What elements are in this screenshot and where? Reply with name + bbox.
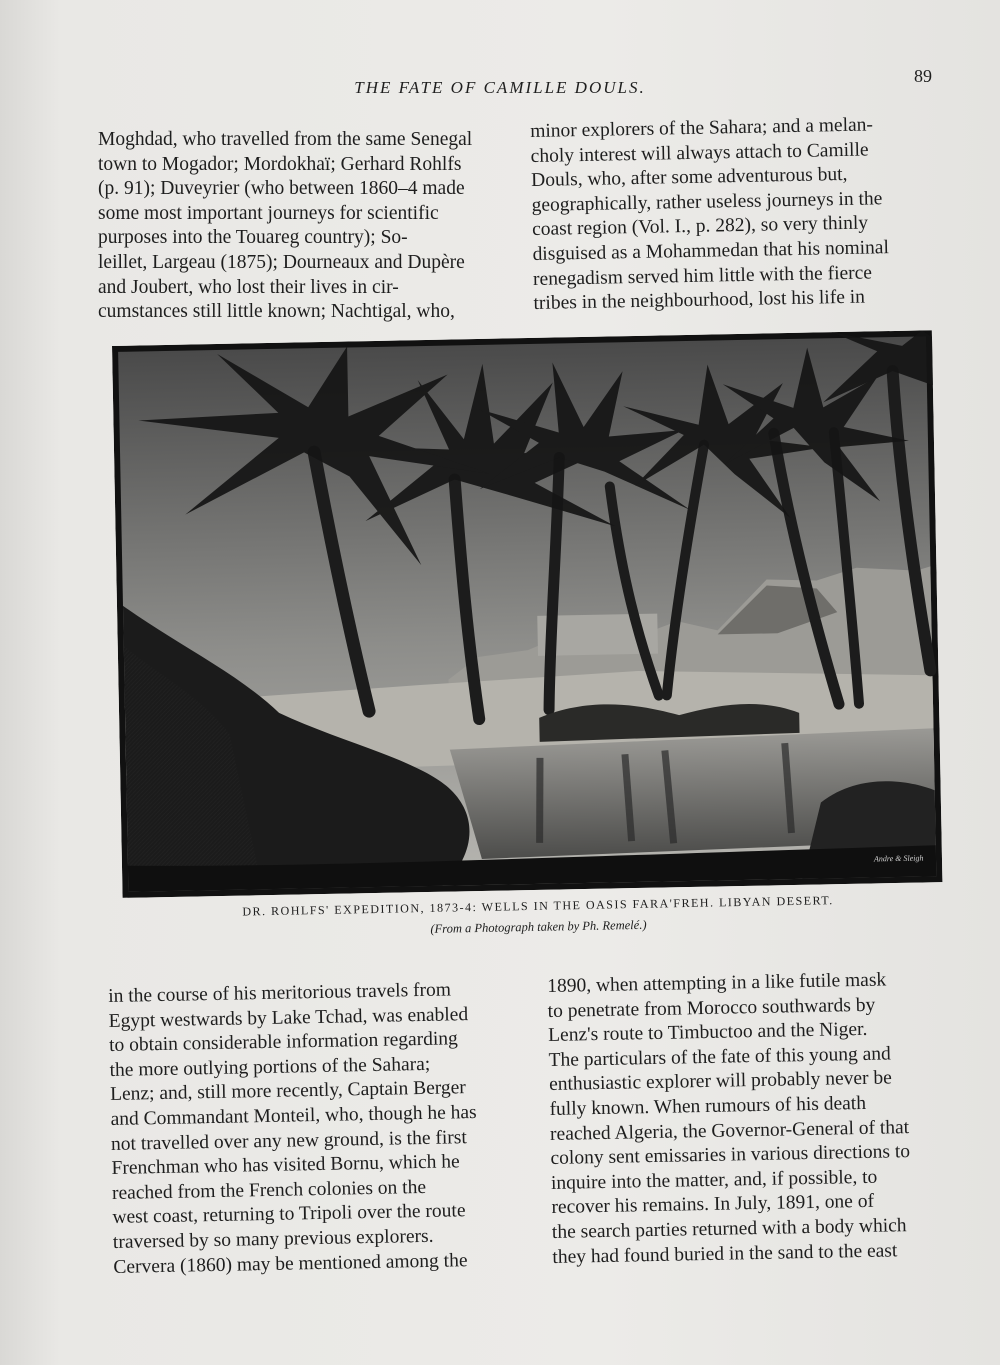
- text-line: the more outlying portions of the Sahara;: [109, 1053, 431, 1081]
- text-line: in the course of his meritorious travels from: [108, 979, 452, 1007]
- text-line: traversed by so many previous explorers.: [112, 1225, 434, 1253]
- column-top-right: [530, 112, 946, 317]
- engraving-image: [112, 330, 942, 898]
- text-line: west coast, returning to Tripoli over the route: [112, 1200, 466, 1229]
- text-line: fully known. When rumours of his death: [549, 1092, 867, 1120]
- text-line: leillet, Largeau (1875); Dourneaux and Dupère: [98, 251, 465, 273]
- text-line: choly interest will always attach to Camille: [530, 139, 869, 167]
- caption-title: DR. ROHLFS' EXPEDITION, 1873-4: WELLS IN THE OASIS FARA'FREH. LIBYAN DESERT.: [242, 893, 834, 919]
- text-line: enthusiastic explorer will probably never be: [548, 1067, 893, 1096]
- text-line: geographically, rather useless journeys in the: [531, 188, 883, 216]
- text-line: recover his remains. In July, 1891, one of: [551, 1191, 875, 1219]
- text-line: and Commandant Monteil, who, though he has: [110, 1101, 477, 1130]
- text-line: (p. 91); Duveyrier (who between 1860–4 made: [98, 178, 465, 200]
- text-line: Douls, who, after some adventurous but,: [530, 164, 848, 192]
- text-line: colony sent emissaries in various directions to: [550, 1141, 911, 1170]
- text-line: minor explorers of the Sahara; and a melan-: [530, 114, 874, 142]
- text-line: inquire into the matter, and, if possible, to: [550, 1166, 878, 1194]
- text-line: The particulars of the fate of this young and: [548, 1043, 892, 1071]
- text-line: Egypt westwards by Lake Tchad, was enabled: [108, 1003, 469, 1032]
- text-line: reached from the French colonies on the: [111, 1176, 427, 1204]
- text-line: and Joubert, who lost their lives in cir-: [98, 276, 399, 298]
- oasis-illustration: [112, 330, 943, 912]
- text-line: some most important journeys for scientific: [98, 202, 439, 224]
- engraver-signature: Andre & Sleigh: [873, 853, 924, 864]
- text-line: reached Algeria, the Governor-General of that: [549, 1116, 910, 1145]
- text-line: Lenz; and, still more recently, Captain Berger: [109, 1077, 467, 1106]
- text-line: renegadism served him little with the fierce: [532, 262, 873, 290]
- column-top-left: [98, 128, 512, 325]
- text-line: Moghdad, who travelled from the same Senegal: [98, 129, 473, 150]
- text-line: they had found buried in the sand to the east: [552, 1239, 898, 1268]
- page-number: 89: [914, 66, 932, 86]
- text-line: Frenchman who has visited Bornu, which he: [111, 1151, 460, 1180]
- text-line: disguised as a Mohammedan that his nominal: [532, 237, 890, 265]
- text-line: Cervera (1860) may be mentioned among the: [113, 1249, 468, 1278]
- text-line: purposes into the Touareg country); So-: [98, 227, 408, 249]
- text-line: cumstances still little known; Nachtigal, who,: [98, 301, 455, 323]
- column-bottom-left: [108, 977, 532, 1280]
- text-line: coast region (Vol. I., p. 282), so very thinly: [531, 212, 869, 241]
- column-bottom-right: [547, 967, 965, 1270]
- text-line: to penetrate from Morocco southwards by: [547, 994, 876, 1022]
- text-line: not travelled over any new ground, is the first: [110, 1126, 467, 1155]
- text-line: to obtain considerable information regarding: [108, 1028, 459, 1057]
- text-line: Lenz's route to Timbuctoo and the Niger.: [547, 1019, 868, 1047]
- text-line: tribes in the neighbourhood, lost his life in: [533, 286, 866, 315]
- running-title: THE FATE OF CAMILLE DOULS.: [354, 78, 646, 97]
- text-line: town to Mogador; Mordokhaï; Gerhard Rohlfs: [98, 153, 462, 175]
- text-line: 1890, when attempting in a like futile mask: [547, 969, 887, 997]
- text-line: the search parties returned with a body which: [551, 1215, 907, 1243]
- caption-credit: (From a Photograph taken by Ph. Remelé.): [430, 917, 647, 936]
